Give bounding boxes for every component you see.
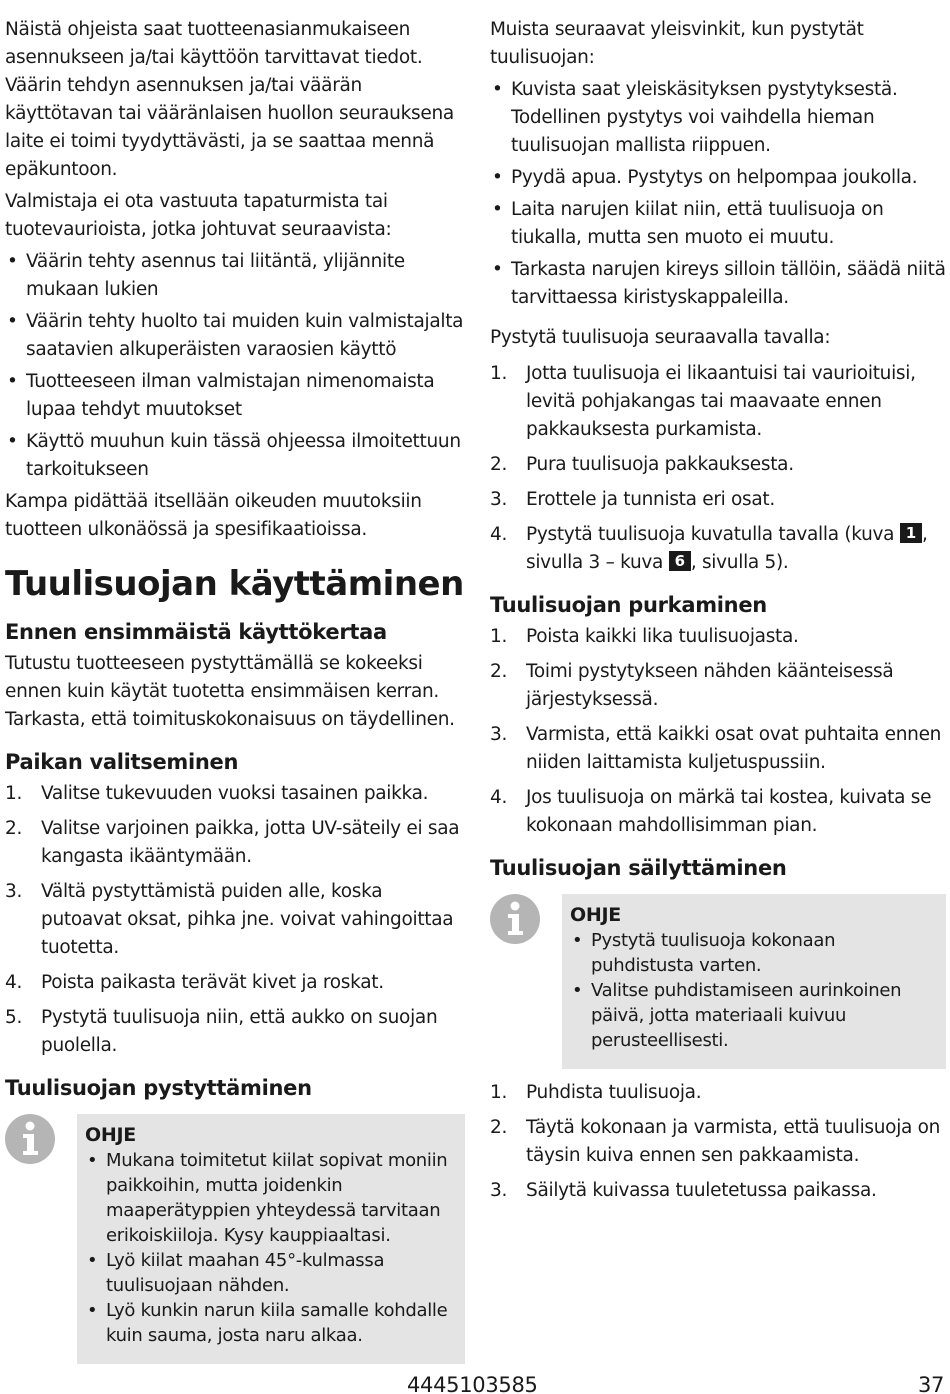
list-item: • Valitse puhdistamiseen aurinkoinen päivä, jotta materiaali kuivuu perusteellisesti. [570,978,936,1053]
step-text: Erottele ja tunnista eri osat. [526,489,775,510]
list-item [490,784,946,840]
step-text: Täytä kokonaan ja varmista, että tuulisuoja on täysin kuiva ennen sen pakkaamista. [526,1117,941,1166]
step-text: Poista kaikki lika tuulisuojasta. [526,626,799,647]
intro-paragraph-2: Valmistaja ei ota vastuuta tapaturmista tai tuotevaurioista, jotka johtuvat seuraavista: [5,191,392,240]
step-text: Pystytä tuulisuoja kuvatulla tavalla (kuva [526,524,900,545]
setup-steps [490,360,946,577]
list-item [490,658,946,714]
list-item [490,360,946,444]
list-item [490,1114,946,1170]
step-number: 2. [5,818,23,839]
figure-reference-badge: 1 [900,523,922,543]
step-text: Pura tuulisuoja pakkauksesta. [526,454,794,475]
step-number: 3. [490,489,508,510]
setup-intro: Pystytä tuulisuoja seuraavalla tavalla: [490,327,831,348]
setup-note [5,1114,465,1364]
liability-list [5,248,465,484]
step-number: 1. [490,363,508,384]
main-heading: Tuulisuojan käyttäminen [5,564,464,604]
step-number: 4. [490,787,508,808]
step-number: 3. [490,1180,508,1201]
list-item [5,1004,465,1060]
list-item: • Kuvista saat yleiskäsityksen pystytyksestä. Todellinen pystytys voi vaihdella hieman tuulisuojan mallista riippuen. [490,76,946,160]
info-icon [5,1114,77,1364]
step-text: Puhdista tuulisuoja. [526,1082,702,1103]
note-box [562,894,946,1069]
before-first-use-text: Tutustu tuotteeseen pystyttämällä se kokeeksi ennen kuin käytät tuotetta ensimmäisen kerran. Tarkasta, että toimituskokonaisuus on täydellinen. [5,653,455,730]
list-item [5,878,465,962]
note-title: OHJE [570,904,621,926]
list-item [490,1177,946,1205]
step-number: 2. [490,454,508,475]
list-item: • Lyö kunkin narun kiila samalle kohdalle kuin sauma, josta naru alkaa. [85,1298,455,1348]
heading-before-first-use: Ennen ensimmäistä käyttökertaa [5,620,387,644]
list-item: • Mukana toimitetut kiilat sopivat moniin paikkoihin, mutta joidenkin maaperätyppien yhteydessä tarvitaan erikoiskiiloja. Kysy kauppiaaltasi. [85,1148,455,1248]
list-item [5,780,465,808]
heading-dismantling: Tuulisuojan purkaminen [490,593,767,617]
step-text: Varmista, että kaikki osat ovat puhtaita ennen niiden laittamista kuljetuspussiin. [526,724,942,773]
list-item [490,451,946,479]
list-item: • Väärin tehty asennus tai liitäntä, ylijännite mukaan lukien [5,248,465,304]
step-text: Säilytä kuivassa tuuletetussa paikassa. [526,1180,877,1201]
list-item: • Väärin tehty huolto tai muiden kuin valmistajalta saatavien alkuperäisten varaosien käyttö [5,308,465,364]
list-item: • Pystytä tuulisuoja kokonaan puhdistusta varten. [570,928,936,978]
tips-list [490,76,946,312]
intro-paragraph-1: Näistä ohjeista saat tuotteenasianmukaiseen asennukseen ja/tai käyttöön tarvittavat tiedot. Väärin tehdyn asennuksen ja/tai väärän käyttötavan tai vääränlaisen huollon seurauksena laite ei toimi tyydyttävästi, ja se saattaa mennä epäkuntoon. [5,19,454,180]
step-text: Jos tuulisuoja on märkä tai kostea, kuivata se kokonaan mahdollisimman pian. [526,787,932,836]
heading-choosing-place: Paikan valitseminen [5,750,239,774]
note-title: OHJE [85,1124,136,1146]
list-item: • Lyö kiilat maahan 45°-kulmassa tuulisuojaan nähden. [85,1248,455,1298]
intro-paragraph-3: Kampa pidättää itsellään oikeuden muutoksiin tuotteen ulkonäössä ja spesifikaatioissa. [5,491,422,540]
dismantling-steps [490,623,946,840]
list-item [490,486,946,514]
note-box [77,1114,465,1364]
list-item [490,721,946,777]
step-number: 3. [5,881,23,902]
list-item [490,623,946,651]
step-text: Vältä pystyttämistä puiden alle, koska putoavat oksat, pihka jne. voivat vahingoittaa tuotetta. [41,881,454,958]
step-text: , sivulla 5). [690,552,789,573]
left-column [5,16,465,1374]
info-icon [490,894,562,1069]
step-number: 5. [5,1007,23,1028]
step-text: Poista paikasta terävät kivet ja roskat. [41,972,384,993]
step-text: Toimi pystytykseen nähden käänteisessä järjestyksessä. [526,661,894,710]
step-number: 3. [490,724,508,745]
step-number: 4. [5,972,23,993]
step-text: Valitse tukevuuden vuoksi tasainen paikka. [41,783,429,804]
storage-steps [490,1079,946,1205]
step-text: Jotta tuulisuoja ei likaantuisi tai vaurioituisi, levitä pohjakangas tai maavaate ennen pakkauksesta purkamista. [526,363,916,440]
page-number: 37 [918,1373,945,1394]
note-list [570,928,936,1053]
list-item [490,1079,946,1107]
step-number: 2. [490,661,508,682]
step-text: , sivulla 3 – kuva [526,524,928,573]
list-item [5,969,465,997]
step-number: 2. [490,1117,508,1138]
step-number: 4. [490,524,508,545]
step-number: 1. [490,626,508,647]
list-item: • Tarkasta narujen kireys silloin tällöin, säädä niitä tarvittaessa kiristyskappaleilla. [490,256,946,312]
list-item [490,521,946,577]
heading-storage: Tuulisuojan säilyttäminen [490,856,787,880]
step-number: 1. [5,783,23,804]
right-column [490,16,946,1212]
heading-setup: Tuulisuojan pystyttäminen [5,1076,312,1100]
choosing-place-steps [5,780,465,1060]
list-item: • Pyydä apua. Pystytys on helpompaa joukolla. [490,164,946,192]
list-item [5,815,465,871]
note-list [85,1148,455,1348]
figure-reference-badge: 6 [669,551,691,571]
list-item: • Käyttö muuhun kuin tässä ohjeessa ilmoitettuun tarkoitukseen [5,428,465,484]
list-item: • Laita narujen kiilat niin, että tuulisuoja on tiukalla, mutta sen muoto ei muutu. [490,196,946,252]
list-item: • Tuotteeseen ilman valmistajan nimenomaista lupaa tehdyt muutokset [5,368,465,424]
step-text: Pystytä tuulisuoja niin, että aukko on suojan puolella. [41,1007,438,1056]
step-text: Valitse varjoinen paikka, jotta UV-säteily ei saa kangasta ikääntymään. [41,818,460,867]
step-number: 1. [490,1082,508,1103]
tips-intro: Muista seuraavat yleisvinkit, kun pystytät tuulisuojan: [490,19,864,68]
product-number: 4445103585 [407,1373,538,1394]
storage-note [490,894,946,1069]
